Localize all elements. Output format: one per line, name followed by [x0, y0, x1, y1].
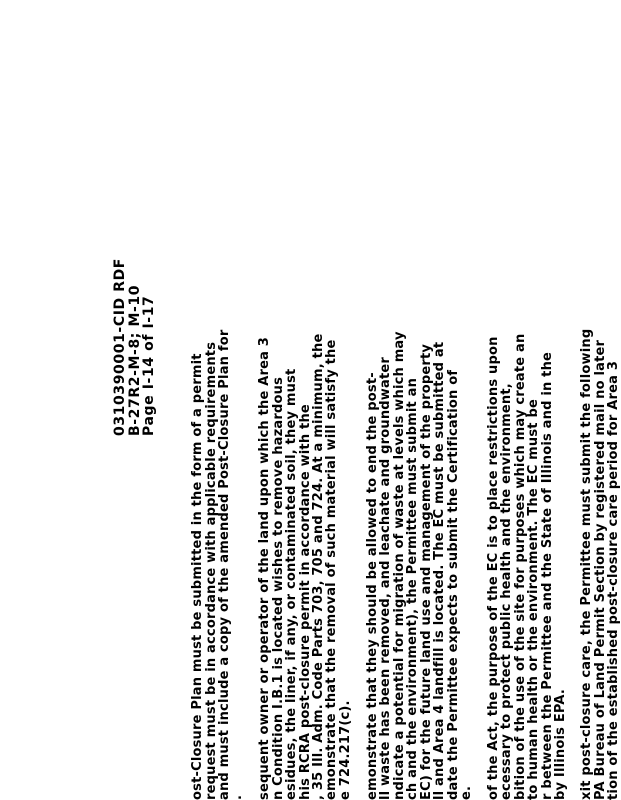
body-text-line: emonstrate that the removal of such material will satisfy the [324, 339, 339, 800]
body-text-line: request must be in accordance with applicable requirements [204, 341, 219, 800]
body-text-line: of the Act, the purpose of the EC is to place restrictions upon [486, 336, 501, 800]
body-text-line: sequent owner or operator of the land upon which the Area 3 [257, 336, 272, 800]
body-text-line: esidues, the liner, if any, or contaminated soil, they must [284, 368, 299, 800]
body-text-line: ecessary to protect public health and the environment, [499, 383, 514, 800]
body-text-line: PA Bureau of Land Permit Section by registered mail no later [593, 339, 608, 800]
body-text-line: e 724.217(c). [338, 700, 353, 800]
body-text-line: to human health or the environment. The EC must be [526, 399, 541, 800]
body-text-line: ch and the environment), the Permittee must submit an [405, 377, 420, 800]
body-text-line: and must include a copy of the amended Post-Closure Plan for [217, 329, 232, 800]
doc-id-line: 0310390001-CID RDF [112, 258, 128, 436]
permit-ref-line: B-27R2-M-8; M-10 [127, 284, 143, 436]
blank-top-area [0, 0, 618, 226]
body-text-line: . [230, 794, 245, 800]
body-text-line: e. [459, 785, 474, 800]
body-text-line: by Illinois EPA. [553, 688, 568, 800]
body-text-line: EC) for the future land use and management of the property [419, 343, 434, 800]
body-text-line: tion of the established post-closure care period for Area 3 [606, 360, 621, 800]
body-text-line: date the Permittee expects to submit the Certification of [446, 369, 461, 800]
body-text-line: xit post-closure care, the Permittee must submit the following [579, 328, 594, 800]
body-text-line: emonstrate that they should be allowed to end the post- [365, 372, 380, 800]
body-text-line: r between the Permittee and the State of Illinois and in the [540, 351, 555, 800]
body-text-line: ost-Closure Plan must be submitted in the form of a permit [190, 353, 205, 800]
body-text-line: his RCRA post-closure permit in accordance with the [298, 404, 313, 800]
body-text-line: ll and Area 4 landfill is located. The EC must be submitted at [432, 341, 447, 800]
body-text-line: ndicate a potential for migration of waste at levels which may [392, 331, 407, 800]
body-text-line: , 35 Ill. Adm. Code Parts 703, 705 and 724. At a minimum, the [311, 333, 326, 800]
body-text-line: bition of the use of the site for purposes which may create an [513, 333, 528, 800]
body-text-line: ll waste has been removed, and leachate and groundwater [378, 356, 393, 800]
body-text-line: n Condition I.B.1 is located wishes to remove hazardous [271, 376, 286, 800]
page-number-line: Page I-14 of I-17 [141, 295, 157, 436]
